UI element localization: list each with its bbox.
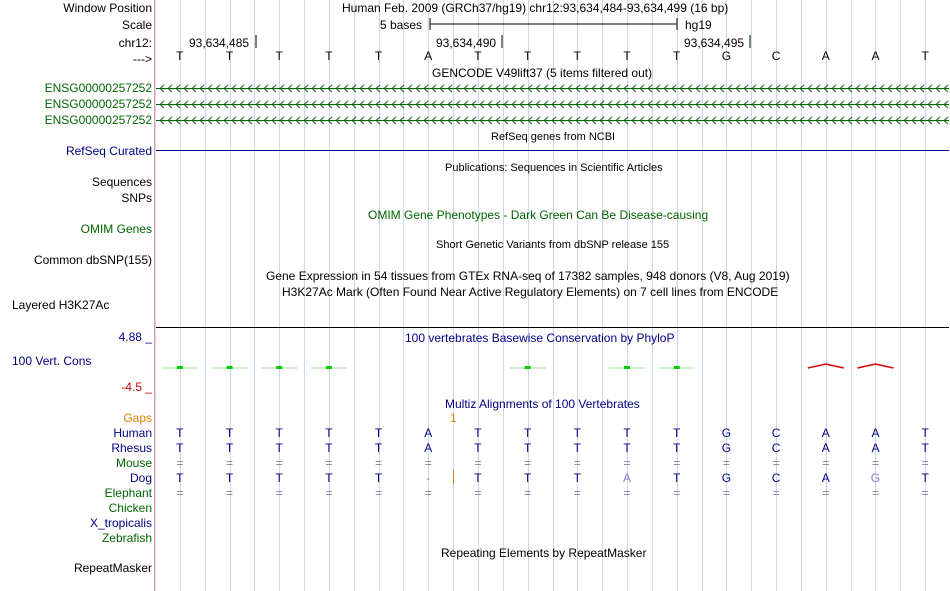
alignment-base: T	[225, 471, 234, 485]
gtex-title[interactable]: Gene Expression in 54 tissues from GTEx RNA-seq of 17382 samples, 948 donors (V8, Aug 2019)	[266, 269, 790, 283]
alignment-base: T	[325, 426, 333, 440]
alignment-base: =	[176, 456, 184, 470]
h3k27ac-baseline	[156, 327, 949, 328]
window-position-value: Human Feb. 2009 (GRCh37/hg19) chr12:93,634,484-93,634,499 (16 bp)	[342, 1, 729, 15]
gencode-transcript-3[interactable]	[156, 116, 949, 125]
publications-title[interactable]: Publications: Sequences in Scientific Articles	[445, 162, 663, 174]
alignment-base: T	[275, 441, 283, 455]
conservation-ymax: 4.88 _	[118, 330, 152, 344]
alignment-base: A	[424, 441, 433, 455]
base-letter: T	[325, 49, 333, 63]
alignment-base: T	[325, 441, 333, 455]
alignment-base: =	[375, 456, 383, 470]
cons-bar	[276, 366, 282, 369]
base-letter: A	[871, 49, 880, 63]
alignment-base: =	[772, 486, 780, 500]
cons-bar	[525, 366, 531, 369]
alignment-base: =	[474, 456, 482, 470]
alignment-base: =	[275, 456, 283, 470]
species-label-mouse[interactable]: Mouse	[115, 456, 152, 470]
alignment-base: T	[176, 426, 184, 440]
alignment-base: T	[573, 426, 582, 440]
gencode-title[interactable]: GENCODE V49lift37 (5 items filtered out)	[432, 66, 653, 80]
base-letter: T	[523, 49, 532, 63]
alignment-base: T	[523, 471, 532, 485]
gencode-transcript-2[interactable]	[156, 100, 949, 109]
base-letter: A	[821, 49, 830, 63]
alignment-base: =	[375, 486, 383, 500]
alignment-base: T	[325, 471, 333, 485]
base-letter: C	[771, 49, 781, 63]
alignment-base: T	[225, 426, 234, 440]
alignment-base: T	[275, 426, 283, 440]
alignment-base: =	[673, 486, 681, 500]
alignment-base: G	[721, 471, 732, 485]
alignment-base: T	[176, 441, 184, 455]
alignment-base: =	[424, 456, 432, 470]
alignment-base: A	[871, 426, 880, 440]
conservation-label[interactable]: 100 Vert. Cons	[12, 354, 92, 368]
alignment-base: =	[325, 486, 333, 500]
gencode-gene-label-1[interactable]: ENSG00000257252	[44, 81, 152, 95]
chrom-label: chr12:	[118, 36, 152, 50]
alignment-base: T	[673, 426, 681, 440]
alignment-base: T	[921, 441, 929, 455]
species-label-human[interactable]: Human	[113, 426, 152, 440]
base-letter: T	[673, 49, 681, 63]
sequences-label[interactable]: Sequences	[91, 175, 152, 189]
alignment-base: =	[921, 486, 929, 500]
alignment-base: A	[821, 441, 830, 455]
alignment-base: T	[225, 441, 234, 455]
h3k27ac-title[interactable]: H3K27Ac Mark (Often Found Near Active Regulatory Elements) on 7 cell lines from ENCODE	[282, 285, 779, 299]
window-position-label: Window Position	[63, 1, 152, 15]
coord-3: 93,634,495	[684, 36, 745, 50]
cons-bar	[326, 366, 332, 369]
alignment-base: T	[523, 426, 532, 440]
strand-arrow-label: --->	[133, 52, 152, 66]
base-letter: T	[225, 49, 234, 63]
gap-marker: 1	[450, 411, 457, 425]
dog-gap-bar	[453, 470, 454, 484]
track-label-column	[0, 0, 154, 591]
alignment-base: T	[673, 471, 681, 485]
alignment-base: T	[623, 441, 631, 455]
alignment-base: T	[275, 471, 283, 485]
alignment-base: G	[870, 471, 881, 485]
omim-title[interactable]: OMIM Gene Phenotypes - Dark Green Can Be Disease-causing	[368, 208, 709, 222]
alignment-base: T	[374, 441, 383, 455]
base-letter: T	[176, 49, 184, 63]
alignment-base: T	[374, 426, 383, 440]
alignment-base: G	[721, 426, 732, 440]
alignment-base: =	[722, 486, 730, 500]
species-label-dog[interactable]: Dog	[129, 471, 152, 485]
alignment-base: T	[673, 441, 681, 455]
alignment-base: A	[821, 426, 830, 440]
alignment-base: =	[275, 486, 283, 500]
refseq-gene-line[interactable]	[156, 150, 949, 151]
cons-bar	[674, 366, 680, 369]
alignment-base: =	[226, 486, 234, 500]
alignment-base: =	[226, 456, 234, 470]
species-label-zebrafish[interactable]: Zebrafish	[101, 531, 152, 545]
coord-2: 93,634,490	[436, 36, 497, 50]
alignment-base: T	[474, 441, 482, 455]
species-label-xtropicalis[interactable]: X_tropicalis	[89, 516, 152, 530]
base-letter: T	[474, 49, 482, 63]
alignment-base: =	[474, 486, 482, 500]
gencode-gene-label-2[interactable]: ENSG00000257252	[44, 97, 152, 111]
gencode-gene-label-3[interactable]: ENSG00000257252	[44, 113, 152, 127]
alignment-base: =	[325, 456, 333, 470]
alignment-base: T	[474, 471, 482, 485]
species-label-chicken[interactable]: Chicken	[108, 501, 152, 515]
alignment-base: =	[673, 456, 681, 470]
alignment-base: T	[921, 426, 929, 440]
alignment-base: C	[771, 426, 781, 440]
refseq-title[interactable]: RefSeq genes from NCBI	[491, 131, 616, 143]
scale-assembly: hg19	[685, 18, 712, 32]
coord-1: 93,634,485	[189, 36, 250, 50]
refseq-label[interactable]: RefSeq Curated	[65, 144, 152, 158]
alignment-base: =	[822, 486, 830, 500]
species-label-elephant[interactable]: Elephant	[104, 486, 152, 500]
gaps-label: Gaps	[123, 411, 152, 425]
alignment-base: A	[821, 471, 830, 485]
cons-peak	[808, 364, 844, 368]
cons-peak	[857, 364, 893, 368]
alignment-base: =	[623, 456, 631, 470]
alignment-base: T	[921, 471, 929, 485]
scale-label: Scale	[121, 18, 152, 32]
base-letter: A	[424, 49, 433, 63]
dbsnp-label[interactable]: Common dbSNP(155)	[33, 253, 152, 267]
alignment-base: =	[772, 456, 780, 470]
alignment-base: T	[474, 426, 482, 440]
alignment-base: C	[771, 471, 781, 485]
gencode-transcript-1[interactable]	[156, 84, 949, 93]
base-letter: T	[374, 49, 383, 63]
alignment-base: A	[871, 441, 880, 455]
alignment-base: =	[921, 456, 929, 470]
cons-bar	[227, 366, 233, 369]
alignment-base: T	[176, 471, 184, 485]
cons-bar	[177, 366, 183, 369]
alignment-base: T	[374, 471, 383, 485]
alignment-base: =	[573, 456, 581, 470]
scale-text: 5 bases	[380, 18, 423, 32]
base-letter: T	[623, 49, 631, 63]
alignment-base: A	[623, 471, 632, 485]
omim-label[interactable]: OMIM Genes	[80, 222, 152, 236]
alignment-base: =	[722, 456, 730, 470]
alignment-base: T	[573, 471, 582, 485]
base-letter: T	[573, 49, 582, 63]
alignment-base: =	[871, 486, 879, 500]
base-letter: T	[275, 49, 283, 63]
conservation-ymin: -4.5 _	[121, 380, 152, 394]
alignment-base: =	[573, 486, 581, 500]
base-letter: G	[721, 49, 732, 63]
h3k27ac-label[interactable]: Layered H3K27Ac	[12, 298, 110, 312]
conservation-title[interactable]: 100 vertebrates Basewise Conservation by PhyloP	[405, 331, 675, 345]
alignment-base: =	[822, 456, 830, 470]
alignment-base: =	[176, 486, 184, 500]
label-divider	[154, 0, 155, 591]
alignment-base: -	[426, 471, 431, 485]
alignment-base: =	[871, 456, 879, 470]
alignment-base: T	[573, 441, 582, 455]
cons-bar	[624, 366, 630, 369]
alignment-base: =	[524, 456, 532, 470]
alignment-base: =	[524, 486, 532, 500]
base-letter: T	[921, 49, 929, 63]
multiz-title[interactable]: Multiz Alignments of 100 Vertebrates	[445, 397, 640, 411]
alignment-base: A	[424, 426, 433, 440]
species-label-rhesus[interactable]: Rhesus	[111, 441, 152, 455]
alignment-base: C	[771, 441, 781, 455]
alignment-base: =	[623, 486, 631, 500]
alignment-base: G	[721, 441, 732, 455]
alignment-base: T	[523, 441, 532, 455]
snps-label[interactable]: SNPs	[121, 191, 152, 205]
repeatmasker-label[interactable]: RepeatMasker	[73, 561, 152, 575]
alignment-base: =	[424, 486, 432, 500]
dbsnp-title[interactable]: Short Genetic Variants from dbSNP release 155	[436, 239, 670, 251]
repeatmasker-title[interactable]: Repeating Elements by RepeatMasker	[441, 546, 647, 560]
alignment-base: T	[623, 426, 631, 440]
